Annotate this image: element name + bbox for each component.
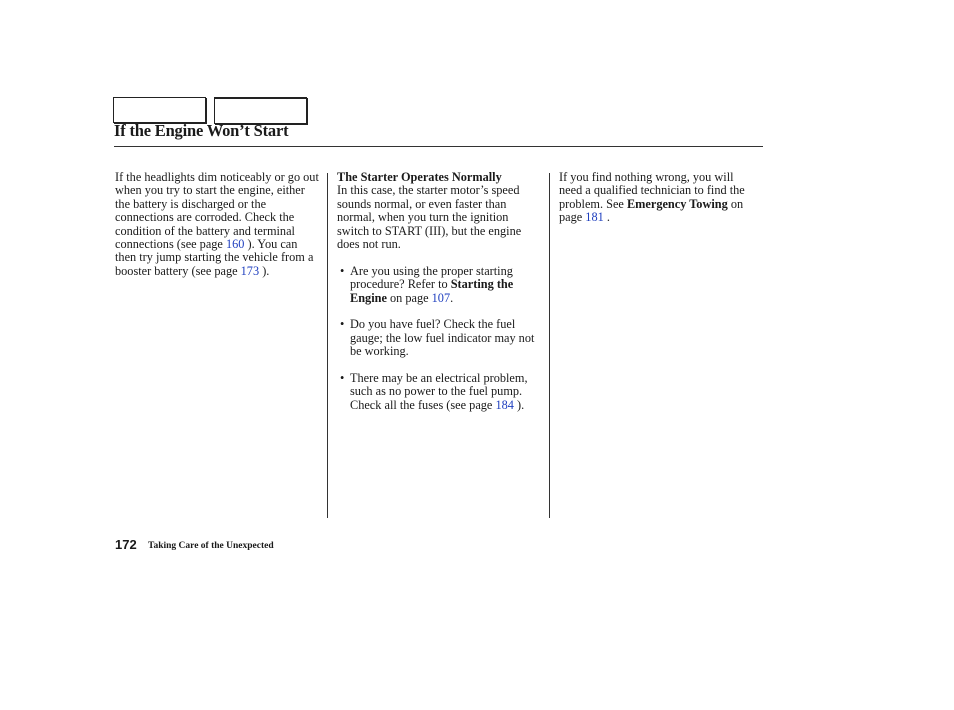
battery-text-3: ). [262,263,270,278]
page-link-173[interactable]: 173 [240,263,260,278]
page-number: 172 [115,537,137,552]
bullet-icon: • [340,317,345,332]
title-rule [114,146,763,147]
header-tab-box-left [113,97,206,123]
column-divider-1 [327,173,328,518]
technician-end: . [606,210,610,225]
column-left [115,171,321,278]
column-divider-2 [549,173,550,518]
battery-text-2: ). You can then try jump starting the vehicle from a booster battery (see page [115,237,314,278]
page-link-107[interactable]: 107 [431,290,451,305]
section-name: Taking Care of the Unexpected [148,541,274,551]
page-link-160[interactable]: 160 [225,237,245,252]
bullet-1-end: . [450,290,454,305]
bullet-item-fuel [337,318,543,358]
column-middle [337,171,543,412]
bullet-3-end: ). [517,397,525,412]
page-title: If the Engine Won’t Start [114,121,289,140]
bullet-icon: • [340,263,345,278]
header-tab-box-right [214,97,307,124]
bullet-2-text: Do you have fuel? Check the fuel gauge; the low fuel indicator may not be working. [350,317,535,359]
emergency-towing-bold: Emergency Towing [626,196,728,211]
technician-on: on page [559,196,744,225]
technician-paragraph [559,171,759,225]
bullet-icon: • [340,371,345,386]
bullet-item-electrical [337,372,543,412]
technician-text: If you find nothing wrong, you will need a qualified technician to find the problem. See [559,170,745,211]
bullet-1-text: Are you using the proper starting procedure? Refer to [350,263,513,292]
bullet-1-on: on page [389,290,429,305]
bullet-1-bold: Starting the Engine [350,277,514,305]
page-link-184[interactable]: 184 [495,397,514,412]
bullet-3-text: There may be an electrical problem, such as no power to the fuel pump. Check all the fuses (see page [350,371,528,412]
battery-text-1: If the headlights dim noticeably or go out when you try to start the engine, either the battery is discharged or the connections are corroded. Check the condition of the battery and terminal connections (see page [115,170,319,252]
page-link-181[interactable]: 181 [585,210,604,225]
bullet-item-starting-procedure [337,265,543,305]
battery-paragraph [115,171,321,278]
column-right [559,171,759,225]
starter-intro: In this case, the starter motor’s speed sounds normal, or even faster than normal, when you turn the ignition switch to START (III), but the engine does not run. [337,183,522,252]
starter-heading: The Starter Operates Normally [337,170,502,184]
